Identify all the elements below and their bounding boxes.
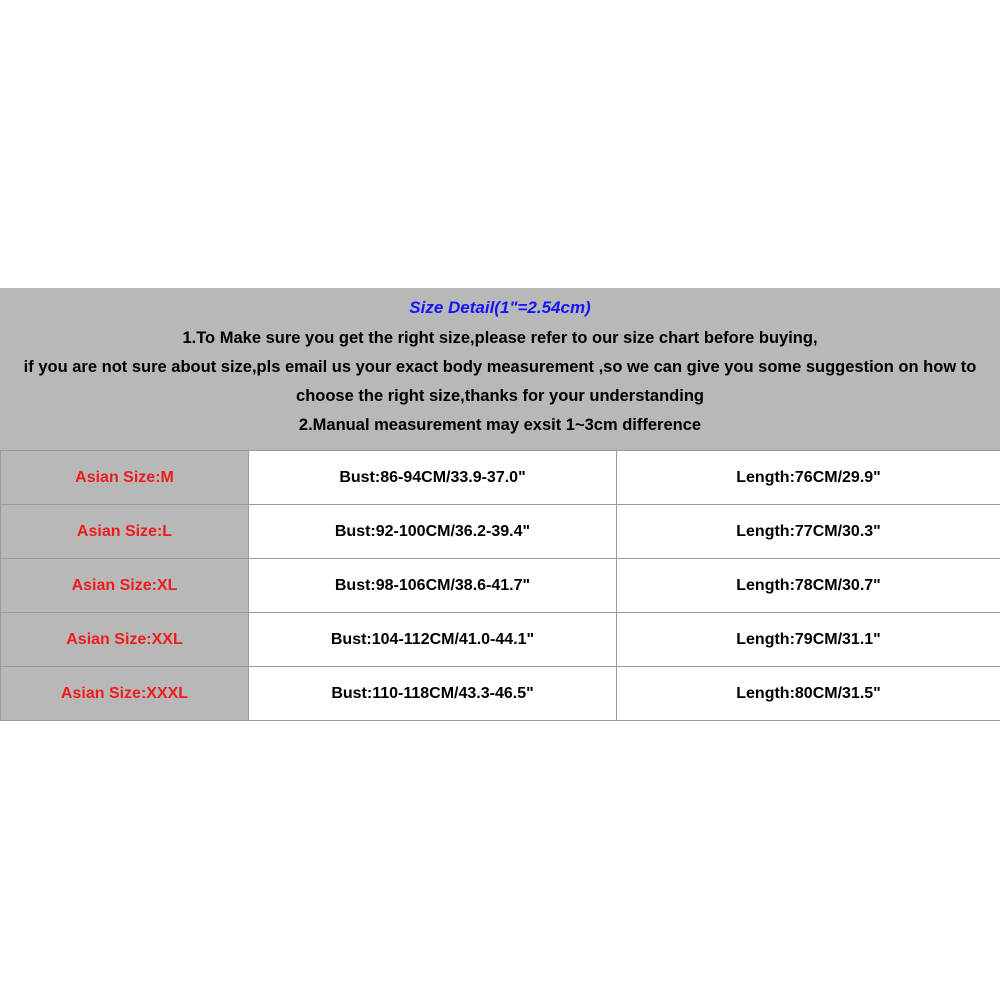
- bust-value: Bust:92-100CM/36.2-39.4": [249, 505, 617, 559]
- size-chart: [0, 288, 1000, 721]
- bust-value: Bust:86-94CM/33.9-37.0": [249, 451, 617, 505]
- page-title: Size Detail(1"=2.54cm): [409, 298, 591, 317]
- length-value: Length:80CM/31.5": [617, 667, 1000, 721]
- size-chart-header: [0, 288, 1000, 450]
- table-row: [1, 505, 1000, 559]
- table-row: [1, 451, 1000, 505]
- length-value: Length:79CM/31.1": [617, 613, 1000, 667]
- table-row: [1, 559, 1000, 613]
- size-chart-note-2: if you are not sure about size,pls email us your exact body measurement ,so we can give you some suggestion on how to choose the right size,thanks for your understanding: [23, 358, 977, 405]
- length-value: Length:78CM/30.7": [617, 559, 1000, 613]
- size-label: Asian Size:L: [1, 505, 249, 559]
- length-value: Length:76CM/29.9": [617, 451, 1000, 505]
- size-chart-note-1: 1.To Make sure you get the right size,please refer to our size chart before buying,: [182, 329, 818, 347]
- size-label: Asian Size:XXXL: [1, 667, 249, 721]
- size-label: Asian Size:XXL: [1, 613, 249, 667]
- size-label: Asian Size:M: [1, 451, 249, 505]
- bust-value: Bust:110-118CM/43.3-46.5": [249, 667, 617, 721]
- size-chart-note-3: 2.Manual measurement may exsit 1~3cm difference: [298, 416, 702, 434]
- bust-value: Bust:98-106CM/38.6-41.7": [249, 559, 617, 613]
- table-row: [1, 613, 1000, 667]
- table-row: [1, 667, 1000, 721]
- size-table: [0, 450, 1000, 721]
- length-value: Length:77CM/30.3": [617, 505, 1000, 559]
- bust-value: Bust:104-112CM/41.0-44.1": [249, 613, 617, 667]
- size-label: Asian Size:XL: [1, 559, 249, 613]
